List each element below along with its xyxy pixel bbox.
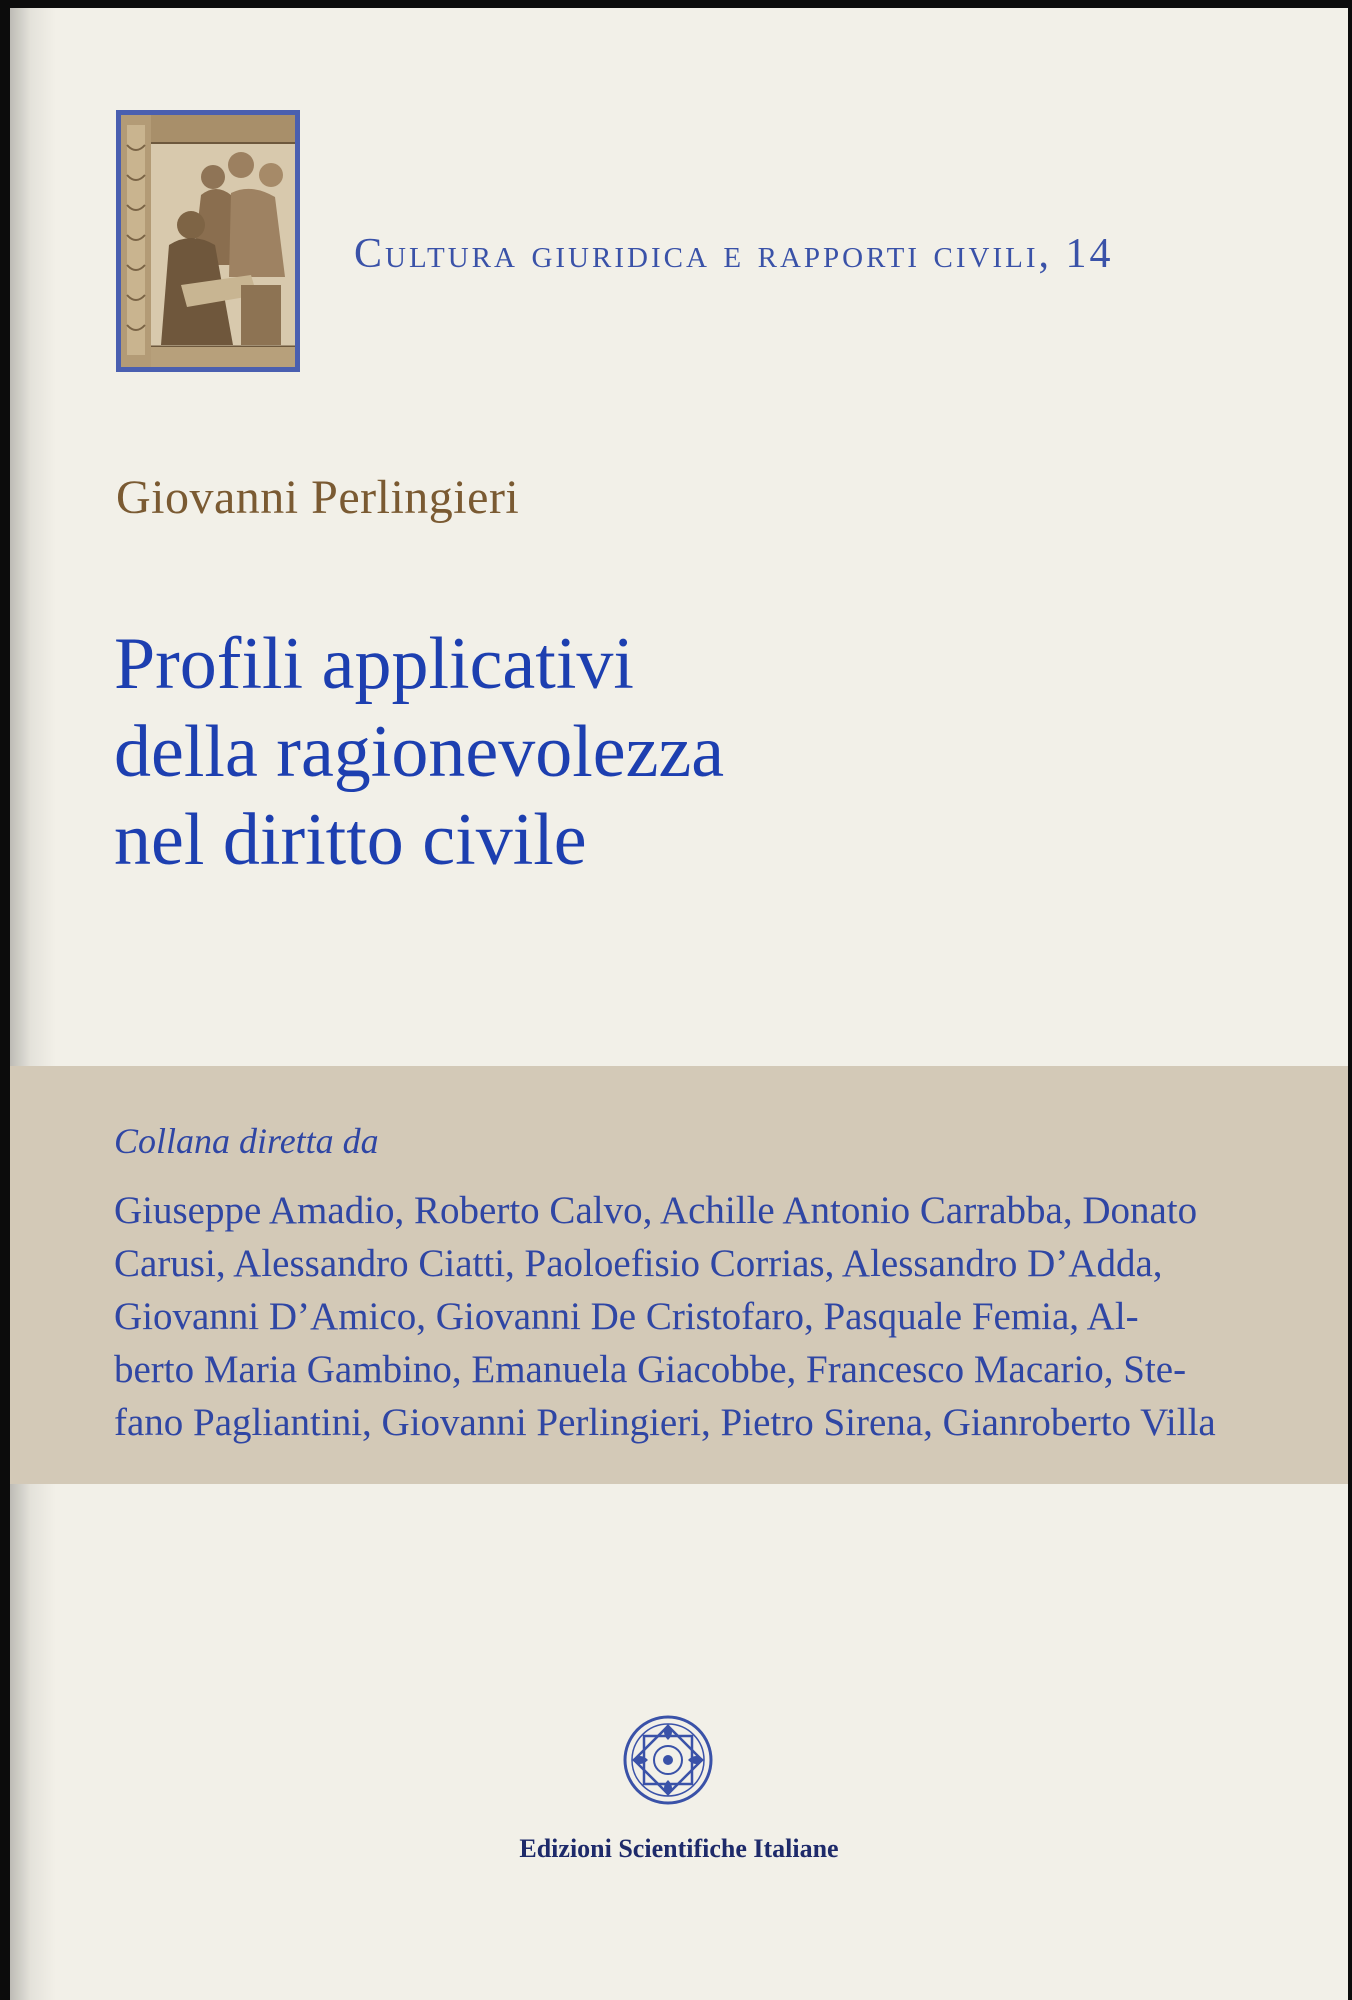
book-cover [10, 8, 1348, 2000]
series-title: Cultura giuridica e rapporti civili, 14 [354, 231, 1114, 277]
publisher-logo [622, 1714, 714, 1806]
geometric-knot-emblem-icon [622, 1714, 714, 1806]
title-line: nel diritto civile [114, 799, 587, 881]
publisher-name: Edizioni Scientifiche Italiane [519, 1834, 839, 1863]
title-line: Profili applicativi [114, 623, 634, 705]
directors-line: berto Maria Gambino, Emanuela Giacobbe, Francesco Macario, Ste- [114, 1348, 1187, 1391]
renaissance-scene-illustration-icon [121, 115, 295, 367]
directors-line: Giovanni D’Amico, Giovanni De Cristofaro, Pasquale Femia, Al- [114, 1295, 1139, 1338]
directors-line: Carusi, Alessandro Ciatti, Paoloefisio Corrias, Alessandro D’Adda, [114, 1242, 1163, 1285]
spine-shadow [10, 8, 56, 2000]
collana-label: Collana diretta da [114, 1121, 379, 1161]
cover-illustration [116, 110, 300, 372]
title-line: della ragionevolezza [114, 711, 725, 793]
directors-line: fano Pagliantini, Giovanni Perlingieri, Pietro Sirena, Gianroberto Villa [114, 1401, 1216, 1444]
editorial-board-list [114, 1184, 1254, 1449]
directors-line: Giuseppe Amadio, Roberto Calvo, Achille Antonio Carrabba, Donato [114, 1189, 1198, 1232]
author-name: Giovanni Perlingieri [116, 471, 520, 524]
book-title [114, 620, 1264, 884]
